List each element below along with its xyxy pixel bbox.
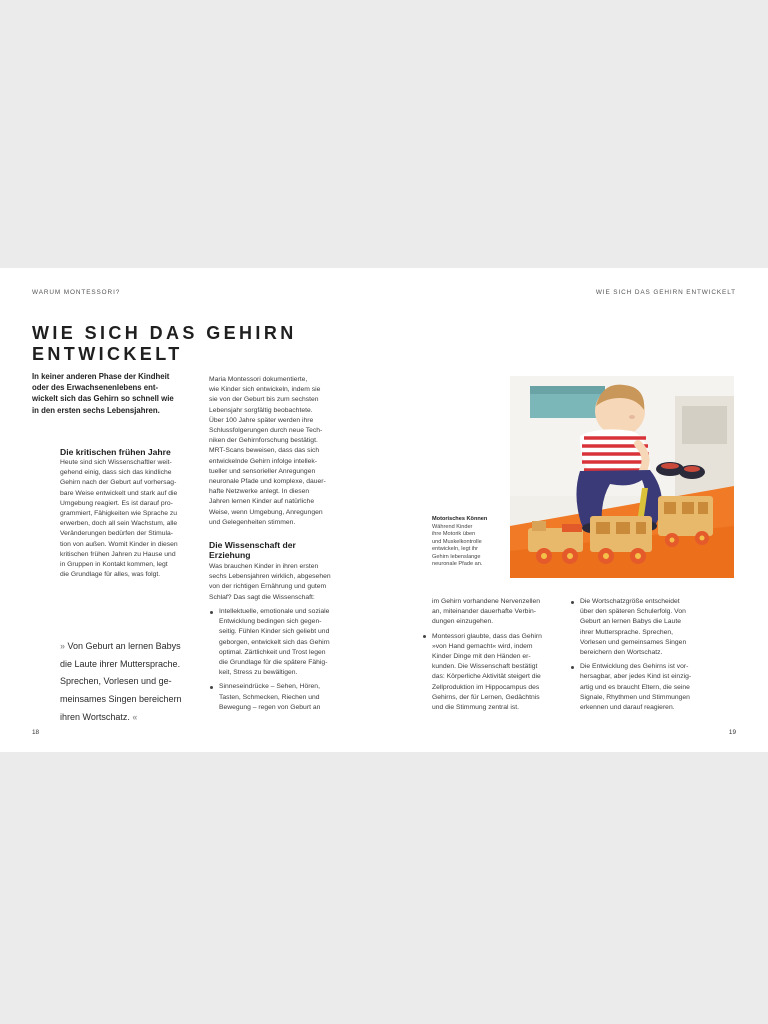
body-line: kritischen frühen Jahren zu Hause und	[60, 550, 176, 558]
body-line: Die Entwicklung des Gehirns ist vor-	[580, 663, 689, 671]
body-line: über den späteren Schulerfolg. Von	[580, 608, 686, 616]
pull-quote	[60, 638, 205, 727]
body-line: sechs Lebensjahren wirklich, abgesehen	[209, 573, 331, 581]
intro-line: in den ersten sechs Lebensjahren.	[32, 405, 160, 415]
page-title	[32, 323, 312, 365]
body-line: im Gehirn vorhandene Nervenzellen	[432, 598, 541, 605]
page-number-left: 18	[32, 729, 40, 736]
body-line: in Gruppen in Kontakt kommen, legt	[60, 561, 168, 569]
body-line: die Grundlage für alles, was folgt.	[60, 571, 161, 579]
caption-line: Während Kinder	[432, 523, 473, 530]
body-line: neuronale Pfade und komplexe, dauer-	[209, 478, 326, 486]
heading-line: Erziehung	[209, 550, 251, 560]
body-line: bare Weise entwickelt und stark auf die	[60, 489, 178, 497]
body-line: erkennen und darauf reagieren.	[580, 704, 675, 712]
body-line: Gehirn nach der Geburt auf vorhersag-	[60, 479, 177, 487]
caption-line: neuronale Pfade an.	[432, 561, 483, 567]
body-line: Lebensjahr sorgfältig beobachtete.	[209, 406, 313, 414]
list-item	[209, 682, 354, 713]
intro-paragraph	[32, 371, 192, 416]
science-bullet-list	[209, 607, 354, 717]
body-line: Heute sind sich Wissenschaftler weit-	[60, 459, 172, 466]
body-line: Veränderungen bedürfen der Stimula-	[60, 530, 173, 538]
running-header-left: WARUM MONTESSORI?	[32, 289, 121, 296]
intro-line: In keiner anderen Phase der Kindheit	[32, 372, 170, 381]
caption-line: und Muskelkontrolle	[432, 538, 482, 545]
body-line: Tasten, Schmecken, Riechen und	[219, 693, 320, 701]
body-line: bereichern den Wortschatz.	[580, 649, 663, 657]
body-line: und die Stimmung zentral ist.	[432, 704, 520, 712]
title-line: ENTWICKELT	[32, 344, 183, 364]
photo-illustration	[510, 376, 734, 578]
body-line: artig und es braucht Eltern, die seine	[580, 683, 690, 691]
body-line: Schlussfolgerungen durch neue Tech-	[209, 427, 323, 435]
quote-close-mark: «	[132, 711, 138, 722]
quote-line: ihren Wortschatz.	[60, 711, 130, 722]
heading-line: Die Wissenschaft der	[209, 540, 296, 550]
body-line: tion von außen. Womit Kinder in diesen	[60, 540, 178, 548]
section-science-intro	[209, 562, 349, 603]
body-line: erwerben, doch all sein Wachstum, alle	[60, 520, 178, 528]
section-heading-critical-years: Die kritischen frühen Jahre	[60, 447, 171, 457]
photo-caption	[432, 516, 502, 569]
body-line: grammiert, Fähigkeiten wie Sprache zu	[60, 510, 178, 518]
body-line: keit, Stress zu bewältigen.	[219, 669, 298, 677]
body-line: Kinder Dinge mit den Händen er-	[432, 653, 531, 661]
column2-body	[209, 375, 344, 528]
body-line: kunden. Die Wissenschaft bestätigt	[432, 663, 538, 671]
body-line: von der richtigen Ernährung und gutem	[209, 583, 327, 591]
list-item	[570, 662, 720, 713]
body-line: Umgebung reagiert. Es ist darauf pro-	[60, 499, 173, 507]
list-item-continuation	[432, 597, 572, 628]
body-line: Entwicklung bedingen sich gegen-	[219, 618, 322, 626]
body-line: das: Körperliche Aktivität steigert die	[432, 673, 541, 681]
body-line: geborgen, entwickelt sich das Gehirn	[219, 638, 330, 646]
body-line: gehend einig, dass sich das kindliche	[60, 469, 172, 477]
photo-toddler-with-toy-train	[510, 376, 734, 578]
quote-line: meinsames Singen bereichern	[60, 694, 182, 705]
body-line: ihrer Muttersprache. Sprechen,	[580, 628, 674, 636]
body-line: hafte Netzwerke anlegt. In diesen	[209, 488, 310, 496]
body-line: Gehirns, der für Lernen, Gedächtnis	[432, 693, 540, 701]
body-line: tueller und sensorieller Anregungen	[209, 467, 316, 475]
body-line: Über 100 Jahre später werden ihre	[209, 416, 314, 424]
list-item	[570, 597, 720, 658]
body-line: Die Wortschatzgröße entscheidet	[580, 598, 680, 605]
list-item	[422, 632, 572, 714]
quote-open-mark: »	[60, 641, 66, 651]
body-line: Schlaf? Das sagt die Wissenschaft:	[209, 593, 315, 601]
column4-bullet-list	[570, 597, 720, 717]
body-line: Zellproduktion im Hippocampus des	[432, 683, 540, 691]
body-line: dungen einzugehen.	[432, 618, 494, 626]
caption-line: Gehirn lebenslange	[432, 553, 481, 560]
body-line: Intellektuelle, emotionale und soziale	[219, 608, 330, 615]
body-line: Vorlesen und gemeinsames Singen	[580, 638, 687, 646]
body-line: Was brauchen Kinder in ihren ersten	[209, 563, 319, 570]
body-line: sie von der Geburt bis zum sechsten	[209, 396, 319, 404]
list-item	[209, 607, 354, 678]
title-line: WIE SICH DAS GEHIRN	[32, 323, 297, 343]
caption-title: Motorisches Können	[432, 516, 488, 522]
body-line: Geburt an lernen Babys die Laute	[580, 618, 681, 626]
body-line: Montessori glaubte, dass das Gehirn	[432, 632, 542, 640]
intro-line: wickelt sich das Gehirn so schnell wie	[32, 394, 174, 404]
body-line: optimal. Zärtlichkeit und Trost legen	[219, 648, 326, 656]
quote-line: Von Geburt an lernen Babys	[67, 641, 181, 651]
section-heading-science-of-education	[209, 540, 296, 560]
body-line: entwickelnde Gehirn infolge intellek-	[209, 457, 318, 465]
caption-line: ihre Motorik üben	[432, 531, 476, 537]
body-line: MRT-Scans beweisen, dass das sich	[209, 447, 320, 455]
intro-line: oder des Erwachsenenlebens ent-	[32, 383, 159, 393]
body-line: an, miteinander dauerhafte Verbin-	[432, 608, 536, 616]
caption-line: entwickeln, legt ihr	[432, 546, 479, 552]
running-header-right: WIE SICH DAS GEHIRN ENTWICKELT	[595, 289, 736, 296]
body-line: wie Kinder sich entwickeln, indem sie	[209, 386, 321, 394]
section-critical-years-body	[60, 458, 205, 580]
body-line: Bewegung – regen von Geburt an	[219, 703, 321, 711]
body-line: Maria Montessori dokumentierte,	[209, 376, 308, 383]
column3-bullet-list	[432, 597, 572, 717]
quote-line: die Laute ihrer Muttersprache.	[60, 658, 181, 669]
body-line: und Gelegenheiten stimmen.	[209, 518, 296, 526]
body-line: Signale, Rhythmen und Stimmungen	[580, 693, 690, 701]
body-line: seitig. Fühlen Kinder sich geliebt und	[219, 628, 330, 636]
body-line: Weise, wenn Umgebung, Anregungen	[209, 508, 323, 516]
body-line: niken der Gehirnforschung bestätigt.	[209, 437, 318, 445]
body-line: die Grundlage für die spätere Fähig-	[219, 659, 328, 667]
body-line: hersagbar, aber jedes Kind ist einzig-	[580, 673, 692, 681]
page-number-right: 19	[728, 729, 736, 736]
body-line: »von Hand gemacht« wird, indem	[432, 642, 533, 650]
body-line: Jahren lernen Kinder auf natürliche	[209, 498, 315, 506]
body-line: Sinneseindrücke – Sehen, Hören,	[219, 683, 320, 691]
quote-line: Sprechen, Vorlesen und ge-	[60, 676, 172, 687]
